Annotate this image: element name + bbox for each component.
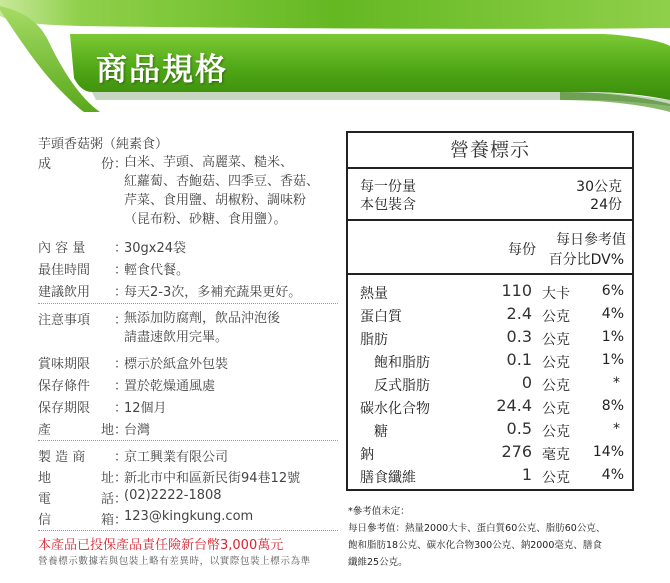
spec-row-storage: 保存條件 ： 置於乾燥通風處	[38, 379, 216, 394]
spec-label: 成 份	[38, 157, 114, 172]
email-value: 123@kingkung.com	[124, 509, 254, 524]
nutrition-footnote: *參考值未定： 每日參考值：熱量2000大卡、蛋白質60公克、脂肪60公克、 飽和脂肪18公克、碳水化合物300公克、鈉2000毫克、膳食 纖維25公克。	[348, 506, 606, 568]
spec-row-suggestion: 建議飲用 ： 每天2-3次，多補充蔬果更好。	[38, 285, 302, 300]
disclaimer-text: 營養標示數據若與包裝上略有差異時，以實際包裝上標示為準	[38, 556, 311, 567]
divider	[38, 303, 338, 304]
spec-row-best-time: 最佳時間 ： 輕食代餐。	[38, 263, 190, 278]
nutrition-divider	[348, 273, 632, 275]
nutrition-divider	[348, 219, 632, 221]
header-banner	[0, 0, 670, 118]
page-title: 商品規格	[96, 52, 228, 88]
spec-row-shelf-life: 保存期限 ： 12個月	[38, 401, 167, 416]
spec-row-phone: 電 話 ： (02)2222-1808	[38, 488, 222, 507]
spec-value-ingredients: 白米、芋頭、高麗菜、糙米、 紅蘿蔔、杏鮑菇、四季豆、香菇、 芹菜、食用鹽、胡椒粉、調味粉 （昆布粉、砂糖、食用鹽）。	[124, 155, 320, 227]
divider	[38, 440, 338, 441]
spec-row-origin: 產 地 ： 台灣	[38, 423, 151, 438]
spec-row-address: 地 址 ： 新北市中和區新民街94巷12號	[38, 471, 301, 486]
spec-row-shelf-date: 賞味期限 ： 標示於紙盒外包裝	[38, 357, 229, 372]
product-name: 芋頭香菇粥（純素食）	[38, 137, 169, 152]
spec-row-email: 信 箱 ： 123@kingkung.com	[38, 509, 254, 528]
nutrition-title: 營養標示	[348, 133, 632, 169]
spec-row-net-content: 內 容 量 ： 30gx24袋	[38, 241, 187, 256]
insurance-notice: 本產品已投保產品責任險新台幣3,000萬元	[38, 538, 284, 553]
spec-row-manufacturer: 製 造 商 ： 京工興業有限公司	[38, 450, 229, 465]
spec-row-ingredients: 成 份 ： 白米、芋頭、高麗菜、糙米、 紅蘿蔔、杏鮑菇、四季豆、香菇、 芹菜、食用鹽、胡椒粉、調味粉 （昆布粉、砂糖、食用鹽）。	[38, 155, 320, 227]
divider	[38, 530, 338, 531]
nutrition-facts-table: 營養標示 每一份量 30公克 本包裝含 24份 每份 每日參考值 百分比DV% 熱量 110 大卡 6% 蛋白質 2.4 公克 4% 脂肪 0.3 公克 1% 飽和脂肪 0.1 公克 1% 反式脂肪 0 公克 * 碳水化合物 24.4 公克 8% 糖 0.5 公克 * 鈉 276 毫克 14% 膳食纖維 1 公克 4%	[346, 131, 634, 491]
spec-row-notice: 注意事項 ： 無添加防腐劑，飲品沖泡後 請盡速飲用完畢。	[38, 311, 281, 345]
